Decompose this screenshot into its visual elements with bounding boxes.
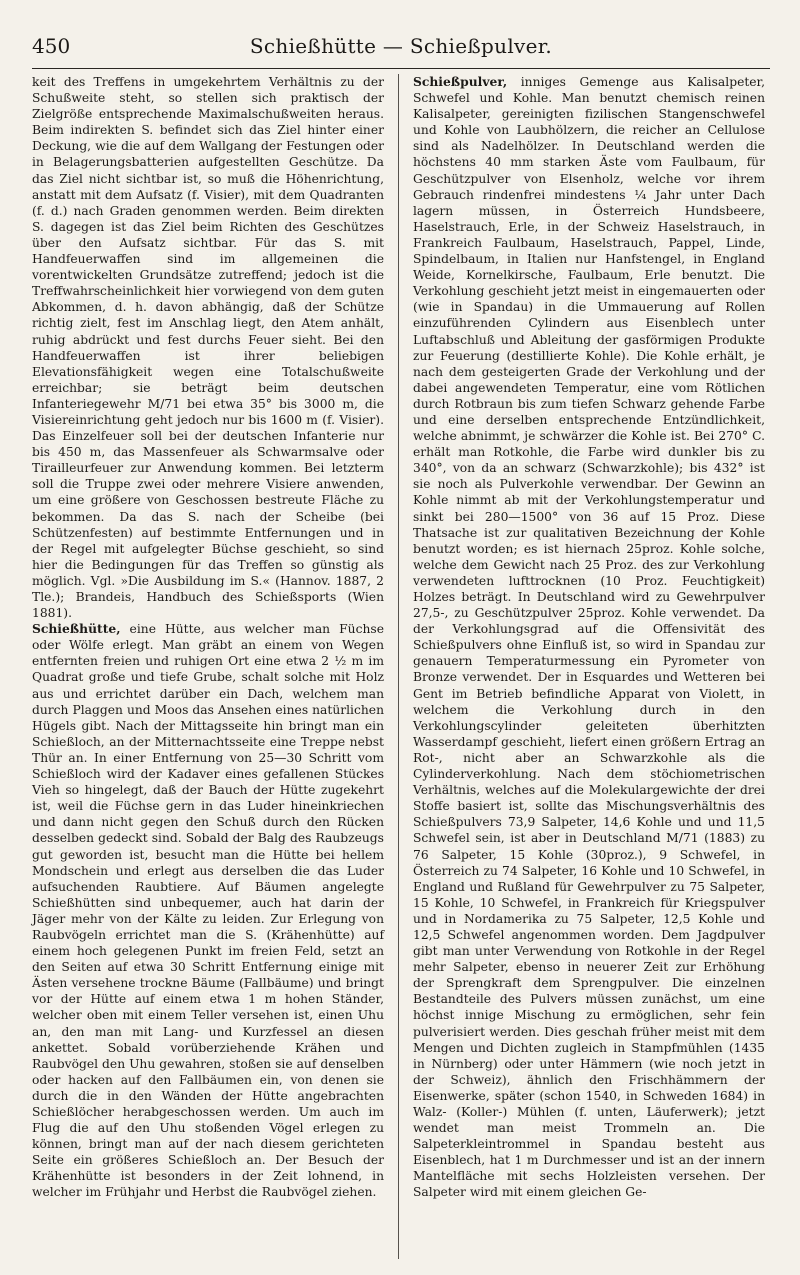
right-column: [413, 74, 765, 1201]
left-column: [32, 74, 384, 1201]
page-number: 450: [32, 34, 71, 58]
headword-schiesshuette: Schießhütte,: [32, 621, 121, 637]
entry-schiesshuette-body: eine Hütte, aus welcher man Füchse oder Wölfe erlegt. Man gräbt an einem von Wegen entfernten freien und ruhigen Ort eine etwa 2 ½ m im Quadrat große und tiefe Grube, schalt solche mit Holz aus und errichtet darüber ein Dach, welchem man durch Plaggen und Moos das Ansehen eines natürlichen Hügels gibt. Nach der Mittagsseite hin bringt man ein Schießloch, an der Mitternachtsseite eine Treppe nebst Thür an. In einer Entfernung von 25—30 Schritt vom Schießloch wird der Kadaver eines gefallenen Stückes Vieh so hingelegt, daß der Bauch der Hütte zugekehrt ist, weil die Füchse gern in das Luder hineinkriechen und dann nicht gegen den Schuß durch den Rücken desselben gedeckt sind. Sobald der Balg des Raubzeugs gut geworden ist, besucht man die Hütte bei hellem Mondschein und erlegt aus derselben die das Luder aufsuchenden Raubtiere. Auf Bäumen angelegte Schießhütten sind unbequemer, auch hat darin der Jäger mehr von der Kälte zu leiden. Zur Erlegung von Raubvögeln errichtet man die S. (Krähenhütte) auf einem hoch gelegenen Punkt im freien Feld, setzt an den Seiten auf etwa 30 Schritt Entfernung einige mit Ästen versehene trockne Bäume (Fallbäume) und bringt vor der Hütte auf einem etwa 1 m hohen Ständer, welcher oben mit einem Teller versehen ist, einen Uhu an, den man mit Lang- und Kurzfessel an diesen ankettet. Sobald vorüberziehende Krähen und Raubvögel den Uhu gewahren, stoßen sie auf denselben oder hacken auf den Fallbäumen ein, von denen sie durch die in den Wänden der Hütte angebrachten Schießlöcher herabgeschossen werden. Um auch im Flug die auf den Uhu stoßenden Vögel erlegen zu können, bringt man auf der nach diesem gerichteten Seite ein größeres Schießloch an. Der Besuch der Krähenhütte ist besonders in der Zeit lohnend, in welcher im Frühjahr und Herbst die Raubvögel ziehen.: [32, 622, 384, 1200]
entry-schiesshuette: [32, 621, 384, 1200]
entry-schiesspulver: [413, 74, 765, 1201]
headword-schiesspulver: Schießpulver,: [413, 74, 508, 89]
entry-schiesspulver-body: inniges Gemenge aus Kalisalpeter, Schwefel und Kohle. Man benutzt chemisch reinen Kalisalpeter, gereinigten fizilischen Stangenschwefel und Kohle von Laubhölzern, die reicher an Cellulose sind als Nadelhölzer. In Deutschland werden die höchstens 40 mm starken Äste vom Faulbaum, für Geschützpulver von Elsenholz, welche vor ihrem Gebrauch rindenfrei mindestens ¼ Jahr unter Dach lagern müssen, in Österreich Hundsbeere, Haselstrauch, Erle, in der Schweiz Haselstrauch, in Frankreich Faulbaum, Haselstrauch, Pappel, Linde, Spindelbaum, in Italien nur Hanfstengel, in England Weide, Kornelkirsche, Faulbaum, Erle benutzt. Die Verkohlung geschieht jetzt meist in eingemauerten oder (wie in Spandau) in die Ummauerung auf Rollen einzuführenden Cylindern aus Eisenblech unter Luftabschluß und Ableitung der gasförmigen Produkte zur Feuerung (destillierte Kohle). Die Kohle erhält, je nach dem gesteigerten Grade der Verkohlung und der dabei angewendeten Temperatur, eine vom Rötlichen durch Rotbraun bis zum tiefen Schwarz gehende Farbe und eine derselben entsprechende Entzündlichkeit, welche abnimmt, je schwärzer die Kohle ist. Bei 270° C. erhält man Rotkohle, die Farbe wird dunkler bis zu 340°, von da an schwarz (Schwarzkohle); bis 432° ist sie noch als Pulverkohle verwendbar. Der Gewinn an Kohle nimmt ab mit der Verkohlungstemperatur und sinkt bei 280—1500° von 36 auf 15 Proz. Diese Thatsache ist zur qualitativen Bezeichnung der Kohle benutzt worden; es ist hiernach 25proz. Kohle solche, welche dem Gewicht nach 25 Proz. des zur Verkohlung verwendeten lufttrocknen (10 Proz. Feuchtigkeit) Holzes beträgt. In Deutschland wird zu Gewehrpulver 27,5-, zu Geschützpulver 25proz. Kohle verwendet. Da der Verkohlungsgrad auf die Offensivität des Schießpulvers ohne Einfluß ist, so wird in Spandau zur genauern Temperaturmessung ein Pyrometer von Bronze verwendet. Der in Esquardes und Wetteren bei Gent im Betrieb befindliche Apparat von Violett, in welchem die Verkohlung durch in den Verkohlungscylinder geleiteten überhitzten Wasserdampf geschieht, liefert einen größern Ertrag an Rot-, nicht aber an Schwarzkohle als die Cylinderverkohlung. Nach dem stöchiometrischen Verhältnis, welches auf die Molekulargewichte der drei Stoffe basiert ist, sollte das Mischungsverhältnis des Schießpulvers 73,9 Salpeter, 14,6 Kohle und und 11,5 Schwefel sein, ist aber in Deutschland M/71 (1883) zu 76 Salpeter, 15 Kohle (30proz.), 9 Schwefel, in Österreich zu 74 Salpeter, 16 Kohle und 10 Schwefel, in England und Rußland für Gewehrpulver zu 75 Salpeter, 15 Kohle, 10 Schwefel, in Frankreich für Kriegspulver und in Nordamerika zu 75 Salpeter, 12,5 Kohle und 12,5 Schwefel angenommen worden. Dem Jagdpulver gibt man unter Verwendung von Rotkohle in der Regel mehr Salpeter, ebenso in neuerer Zeit zur Erhöhung der Sprengkraft dem Sprengpulver. Die einzelnen Bestandteile des Pulvers müssen zunächst, um eine höchst innige Mischung zu ermöglichen, sehr fein pulverisiert werden. Dies geschah früher meist mit dem Mengen und Dichten zugleich in Stampfmühlen (1435 in Nürnberg) oder unter Hämmern (wie noch jetzt in der Schweiz), ähnlich den Frischhämmern der Eisenwerke, später (schon 1540, in Schweden 1684) in Walz- (Koller-) Mühlen (f. unten, Läuferwerk); jetzt wendet man meist Trommeln an. Die Salpeterkleintrommel in Spandau besteht aus Eisenblech, hat 1 m Durchmesser und ist an der innern Mantelfläche mit sechs Holzleisten versehen. Der Salpeter wird mit einem gleichen Ge-: [413, 75, 765, 1200]
page-header: [32, 28, 770, 69]
entry-schiessen-continuation: keit des Treffens in umgekehrtem Verhältnis zu der Schußweite steht, so stellen sich praktisch der Zielgröße entsprechende Maximalschußweiten heraus. Beim indirekten S. befindet sich das Ziel hinter einer Deckung, wie die auf dem Wallgang der Festungen oder in Belagerungsbatterien aufgestellten Geschütze. Da das Ziel nicht sichtbar ist, so muß die Höhenrichtung, anstatt mit dem Aufsatz (f. Visier), mit dem Quadranten (f. d.) nach Graden genommen werden. Beim direkten S. dagegen ist das Ziel beim Richten des Geschützes über den Aufsatz sichtbar. Für das S. mit Handfeuerwaffen sind im allgemeinen die vorentwickelten Grundsätze zutreffend; jedoch ist die Treffwahrscheinlichkeit hier vorwiegend von dem guten Abkommen, d. h. davon abhängig, daß der Schütze richtig zielt, fest im Anschlag liegt, den Atem anhält, ruhig abdrückt und fest durchs Feuer sieht. Bei den Handfeuerwaffen ist ihrer beliebigen Elevationsfähigkeit wegen eine Totalschußweite erreichbar; sie beträgt beim deutschen Infanteriegewehr M/71 bei etwa 35° bis 3000 m, die Visiereinrichtung geht jedoch nur bis 1600 m (f. Visier). Das Einzelfeuer soll bei der deutschen Infanterie nur bis 450 m, das Massenfeuer als Schwarmsalve oder Tirailleurfeuer zur Anwendung kommen. Bei letzterm soll die Truppe zwei oder mehrere Visiere anwenden, um eine größere von Geschossen bestreute Fläche zu bekommen. Da das S. nach der Scheibe (bei Schützenfesten) auf bestimmte Entfernungen und in der Regel mit aufgelegter Büchse geschieht, so sind hier die Bedingungen für das Treffen so günstig als möglich. Vgl. »Die Ausbildung im S.« (Hannov. 1887, 2 Tle.); Brandeis, Handbuch des Schießsports (Wien 1881).: [32, 75, 384, 621]
column-divider: [398, 74, 399, 1259]
running-title: Schießhütte — Schießpulver.: [249, 34, 553, 58]
